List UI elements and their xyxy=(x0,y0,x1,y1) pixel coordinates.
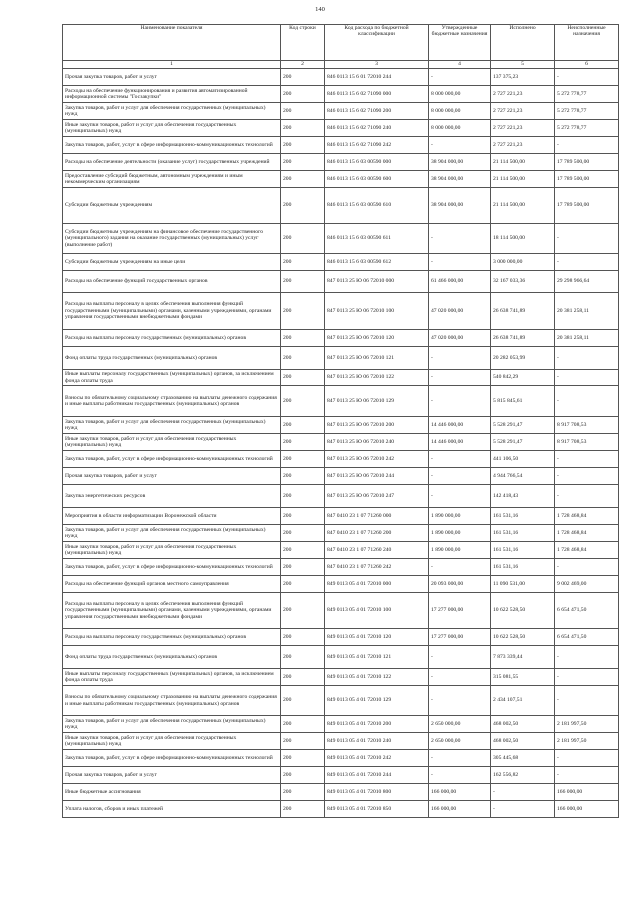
expenditure-table xyxy=(62,24,619,818)
row-classification: 849 0113 05 4 01 72010 120 xyxy=(325,629,429,646)
row-line-code: 200 xyxy=(281,733,325,750)
row-remaining: 29 298 966,64 xyxy=(555,271,619,293)
row-name: Иные бюджетные ассигнования xyxy=(63,784,281,801)
row-name: Взносы по обязательному социальному страхованию на выплаты денежного содержания и иные выплаты работникам государственных (муниципальных) органов xyxy=(63,386,281,417)
row-remaining: 17 789 500,00 xyxy=(555,188,619,224)
table-row xyxy=(63,629,619,646)
header-line-code: Код строки xyxy=(281,25,325,61)
row-remaining: - xyxy=(555,767,619,784)
row-line-code: 200 xyxy=(281,468,325,485)
row-approved: - xyxy=(429,468,491,485)
row-name: Иные закупки товаров, работ и услуг для обеспечения государственных (муниципальных) нужд xyxy=(63,733,281,750)
row-line-code: 200 xyxy=(281,750,325,767)
row-name: Расходы на выплаты персоналу в целях обеспечения выполнения функций государственными (муниципальными) органами, казенными учреждениями, органами управления государственными внебюджетными фондами xyxy=(63,593,281,629)
table-row xyxy=(63,188,619,224)
row-executed: 137 375,23 xyxy=(491,69,555,86)
row-approved: 2 650 000,00 xyxy=(429,733,491,750)
row-executed: 161 531,16 xyxy=(491,525,555,542)
table-row xyxy=(63,801,619,818)
row-remaining: - xyxy=(555,347,619,370)
row-remaining: 6 654 471,50 xyxy=(555,593,619,629)
row-remaining: 1 728 468,84 xyxy=(555,508,619,525)
row-classification: 846 0113 15 6 01 72010 244 xyxy=(325,69,429,86)
row-line-code: 200 xyxy=(281,254,325,271)
row-remaining: - xyxy=(555,485,619,508)
table-row xyxy=(63,646,619,669)
table-header xyxy=(63,25,619,69)
row-remaining: - xyxy=(555,750,619,767)
row-line-code: 200 xyxy=(281,137,325,154)
row-name: Закупка товаров, работ и услуг для обеспечения государственных (муниципальных) нужд xyxy=(63,525,281,542)
row-line-code: 200 xyxy=(281,525,325,542)
row-line-code: 200 xyxy=(281,386,325,417)
row-remaining: 1 728 468,84 xyxy=(555,525,619,542)
row-name: Закупка товаров, работ и услуг для обеспечения государственных (муниципальных) нужд xyxy=(63,103,281,120)
row-line-code: 200 xyxy=(281,86,325,103)
row-remaining: - xyxy=(555,669,619,686)
row-name: Расходы на обеспечение деятельности (оказание услуг) государственных учреждений xyxy=(63,154,281,171)
row-approved: - xyxy=(429,669,491,686)
row-line-code: 200 xyxy=(281,686,325,716)
row-name: Фонд оплаты труда государственных (муниципальных) органов xyxy=(63,646,281,669)
column-number: 5 xyxy=(491,61,555,69)
row-remaining: 17 789 500,00 xyxy=(555,154,619,171)
row-executed: 10 622 528,50 xyxy=(491,593,555,629)
row-executed: 161 531,16 xyxy=(491,542,555,559)
row-remaining: 5 272 778,77 xyxy=(555,120,619,137)
table-row xyxy=(63,347,619,370)
row-approved: 17 277 000,00 xyxy=(429,593,491,629)
row-classification: 846 0113 15 6 03 00590 600 xyxy=(325,171,429,188)
row-remaining: 8 917 708,53 xyxy=(555,434,619,451)
table-row xyxy=(63,271,619,293)
table-row xyxy=(63,767,619,784)
row-executed: 468 002,50 xyxy=(491,716,555,733)
row-executed: 162 556,82 xyxy=(491,767,555,784)
row-approved: 14 446 000,00 xyxy=(429,434,491,451)
row-line-code: 200 xyxy=(281,508,325,525)
row-classification: 847 0113 25 Ю 06 72010 000 xyxy=(325,271,429,293)
row-name: Расходы на обеспечение функций органов местного самоуправления xyxy=(63,576,281,593)
row-classification: 847 0113 25 Ю 06 72010 244 xyxy=(325,468,429,485)
table-row xyxy=(63,485,619,508)
row-approved: 166 000,00 xyxy=(429,784,491,801)
row-remaining: - xyxy=(555,224,619,254)
row-classification: 846 0113 15 6 02 71090 000 xyxy=(325,86,429,103)
row-name: Расходы на выплаты персоналу государственных (муниципальных) органов xyxy=(63,629,281,646)
row-approved: 38 904 000,00 xyxy=(429,188,491,224)
row-remaining: 2 181 997,50 xyxy=(555,733,619,750)
table-row xyxy=(63,451,619,468)
row-remaining: 1 728 468,84 xyxy=(555,542,619,559)
table-row xyxy=(63,669,619,686)
row-approved: 47 020 000,00 xyxy=(429,330,491,347)
row-executed: 5 815 845,61 xyxy=(491,386,555,417)
row-approved: - xyxy=(429,485,491,508)
row-classification: 846 0113 15 6 02 71090 242 xyxy=(325,137,429,154)
row-remaining: - xyxy=(555,646,619,669)
table-row xyxy=(63,154,619,171)
table-row xyxy=(63,120,619,137)
row-remaining: 20 381 258,11 xyxy=(555,330,619,347)
row-name: Закупка энергетических ресурсов xyxy=(63,485,281,508)
row-remaining: 17 789 500,00 xyxy=(555,171,619,188)
column-number: 3 xyxy=(325,61,429,69)
row-classification: 849 0113 05 4 01 72010 240 xyxy=(325,733,429,750)
row-approved: - xyxy=(429,224,491,254)
header-executed: Исполнено xyxy=(491,25,555,61)
column-number: 4 xyxy=(429,61,491,69)
row-line-code: 200 xyxy=(281,784,325,801)
row-approved: 1 890 000,00 xyxy=(429,508,491,525)
table-row xyxy=(63,750,619,767)
row-name: Закупка товаров, работ и услуг для обеспечения государственных (муниципальных) нужд xyxy=(63,716,281,733)
row-remaining: - xyxy=(555,370,619,386)
row-line-code: 200 xyxy=(281,646,325,669)
row-name: Закупка товаров, работ, услуг в сфере информационно-коммуникационных технологий xyxy=(63,750,281,767)
row-name: Закупка товаров, работ и услуг для обеспечения государственных (муниципальных) нужд xyxy=(63,417,281,434)
row-name: Субсидии бюджетным учреждениям xyxy=(63,188,281,224)
row-classification: 849 0113 05 4 01 72010 100 xyxy=(325,593,429,629)
row-remaining: 166 000,00 xyxy=(555,784,619,801)
row-line-code: 200 xyxy=(281,271,325,293)
row-approved: 17 277 000,00 xyxy=(429,629,491,646)
row-classification: 849 0113 05 4 01 72010 850 xyxy=(325,801,429,818)
table-row xyxy=(63,508,619,525)
row-line-code: 200 xyxy=(281,767,325,784)
table-row xyxy=(63,330,619,347)
row-line-code: 200 xyxy=(281,224,325,254)
row-line-code: 200 xyxy=(281,801,325,818)
table-row xyxy=(63,293,619,330)
row-approved: 20 093 000,00 xyxy=(429,576,491,593)
row-name: Расходы на выплаты персоналу государственных (муниципальных) органов xyxy=(63,330,281,347)
row-approved: - xyxy=(429,347,491,370)
row-classification: 847 0113 25 Ю 06 72010 240 xyxy=(325,434,429,451)
column-number: 6 xyxy=(555,61,619,69)
row-name: Иные закупки товаров, работ и услуг для обеспечения государственных (муниципальных) нужд xyxy=(63,120,281,137)
row-approved: - xyxy=(429,69,491,86)
table-row xyxy=(63,254,619,271)
row-classification: 846 0113 15 6 03 00590 611 xyxy=(325,224,429,254)
row-executed: 161 531,16 xyxy=(491,508,555,525)
row-line-code: 200 xyxy=(281,559,325,576)
row-classification: 847 0113 25 Ю 06 72010 100 xyxy=(325,293,429,330)
table-row xyxy=(63,86,619,103)
row-classification: 846 0113 15 6 02 71090 240 xyxy=(325,120,429,137)
row-classification: 847 0410 23 1 07 71260 242 xyxy=(325,559,429,576)
row-executed: - xyxy=(491,801,555,818)
row-executed: 4 944 766,54 xyxy=(491,468,555,485)
row-line-code: 200 xyxy=(281,485,325,508)
row-executed: 441 106,50 xyxy=(491,451,555,468)
row-executed: 21 114 500,00 xyxy=(491,171,555,188)
row-classification: 849 0113 05 4 01 72010 121 xyxy=(325,646,429,669)
row-approved: - xyxy=(429,686,491,716)
column-number: 1 xyxy=(63,61,281,69)
row-classification: 847 0113 25 Ю 06 72010 200 xyxy=(325,417,429,434)
row-executed: 2 727 221,23 xyxy=(491,103,555,120)
row-line-code: 200 xyxy=(281,716,325,733)
row-approved: 61 466 000,00 xyxy=(429,271,491,293)
table-row xyxy=(63,559,619,576)
table-row xyxy=(63,224,619,254)
row-name: Субсидии бюджетным учреждениям на финансовое обеспечение государственного (муниципального) задания на оказание государственных (муниципальных) услуг (выполнение работ) xyxy=(63,224,281,254)
row-name: Закупка товаров, работ, услуг в сфере информационно-коммуникационных технологий xyxy=(63,137,281,154)
table-row xyxy=(63,137,619,154)
row-approved: 8 000 000,00 xyxy=(429,103,491,120)
row-remaining: 6 654 471,50 xyxy=(555,629,619,646)
row-line-code: 200 xyxy=(281,593,325,629)
row-remaining: 9 002 469,00 xyxy=(555,576,619,593)
row-name: Предоставление субсидий бюджетным, автономным учреждениям и иным некоммерческим организациям xyxy=(63,171,281,188)
row-classification: 849 0113 05 4 01 72010 200 xyxy=(325,716,429,733)
table-row xyxy=(63,69,619,86)
row-executed: 3 000 000,00 xyxy=(491,254,555,271)
row-executed: - xyxy=(491,784,555,801)
table-row xyxy=(63,386,619,417)
row-approved: 47 020 000,00 xyxy=(429,293,491,330)
row-line-code: 200 xyxy=(281,69,325,86)
table-row xyxy=(63,434,619,451)
row-line-code: 200 xyxy=(281,171,325,188)
row-executed: 2 434 107,51 xyxy=(491,686,555,716)
row-line-code: 200 xyxy=(281,120,325,137)
row-classification: 846 0113 15 6 03 00590 610 xyxy=(325,188,429,224)
row-executed: 10 622 528,50 xyxy=(491,629,555,646)
header-indicator-name: Наименование показателя xyxy=(63,25,281,61)
row-remaining: - xyxy=(555,686,619,716)
row-approved: - xyxy=(429,750,491,767)
row-approved: 1 890 000,00 xyxy=(429,525,491,542)
row-approved: 14 446 000,00 xyxy=(429,417,491,434)
row-approved: 38 904 000,00 xyxy=(429,154,491,171)
row-classification: 849 0113 05 4 01 72010 242 xyxy=(325,750,429,767)
table-row xyxy=(63,593,619,629)
row-classification: 849 0113 05 4 01 72010 800 xyxy=(325,784,429,801)
table-row xyxy=(63,576,619,593)
row-approved: - xyxy=(429,767,491,784)
row-approved: - xyxy=(429,137,491,154)
row-line-code: 200 xyxy=(281,451,325,468)
row-executed: 26 638 741,89 xyxy=(491,330,555,347)
row-executed: 20 282 053,99 xyxy=(491,347,555,370)
row-name: Субсидии бюджетным учреждениям на иные цели xyxy=(63,254,281,271)
table-row xyxy=(63,784,619,801)
row-name: Взносы по обязательному социальному страхованию на выплаты денежного содержания и иные выплаты работникам государственных (муниципальных) органов xyxy=(63,686,281,716)
row-classification: 847 0410 23 1 07 71260 240 xyxy=(325,542,429,559)
row-name: Расходы на обеспечение функций государственных органов xyxy=(63,271,281,293)
table-row xyxy=(63,686,619,716)
row-remaining: 166 000,00 xyxy=(555,801,619,818)
row-line-code: 200 xyxy=(281,629,325,646)
row-approved: - xyxy=(429,386,491,417)
table-row xyxy=(63,370,619,386)
row-line-code: 200 xyxy=(281,103,325,120)
row-executed: 305 445,68 xyxy=(491,750,555,767)
row-name: Иные выплаты персоналу государственных (муниципальных) органов, за исключением фонда оплаты труда xyxy=(63,370,281,386)
row-classification: 847 0410 23 1 07 71260 000 xyxy=(325,508,429,525)
row-remaining: 8 917 708,53 xyxy=(555,417,619,434)
row-name: Закупка товаров, работ, услуг в сфере информационно-коммуникационных технологий xyxy=(63,559,281,576)
row-executed: 11 090 531,00 xyxy=(491,576,555,593)
row-executed: 21 114 500,00 xyxy=(491,154,555,171)
table-row xyxy=(63,733,619,750)
row-classification: 846 0113 15 6 03 00590 000 xyxy=(325,154,429,171)
row-executed: 7 873 339,44 xyxy=(491,646,555,669)
table-row xyxy=(63,542,619,559)
row-line-code: 200 xyxy=(281,542,325,559)
row-executed: 540 842,29 xyxy=(491,370,555,386)
row-executed: 18 114 500,00 xyxy=(491,224,555,254)
header-classification: Код расхода по бюджетной классификации xyxy=(325,25,429,61)
row-classification: 849 0113 05 4 01 72010 122 xyxy=(325,669,429,686)
row-line-code: 200 xyxy=(281,188,325,224)
row-line-code: 200 xyxy=(281,154,325,171)
row-classification: 847 0113 25 Ю 06 72010 121 xyxy=(325,347,429,370)
row-line-code: 200 xyxy=(281,370,325,386)
row-line-code: 200 xyxy=(281,434,325,451)
row-approved: - xyxy=(429,646,491,669)
row-approved: 8 000 000,00 xyxy=(429,86,491,103)
column-number: 2 xyxy=(281,61,325,69)
row-classification: 847 0113 25 Ю 06 72010 242 xyxy=(325,451,429,468)
row-line-code: 200 xyxy=(281,347,325,370)
row-name: Уплата налогов, сборов и иных платежей xyxy=(63,801,281,818)
row-approved: - xyxy=(429,370,491,386)
row-remaining: - xyxy=(555,254,619,271)
row-approved: - xyxy=(429,559,491,576)
row-remaining: - xyxy=(555,451,619,468)
row-name: Прочая закупка товаров, работ и услуг xyxy=(63,69,281,86)
row-executed: 5 528 291,47 xyxy=(491,434,555,451)
row-remaining: 20 381 258,11 xyxy=(555,293,619,330)
row-remaining: 5 272 778,77 xyxy=(555,103,619,120)
row-name: Прочая закупка товаров, работ и услуг xyxy=(63,767,281,784)
row-remaining: 5 272 778,77 xyxy=(555,86,619,103)
row-executed: 21 114 500,00 xyxy=(491,188,555,224)
table-body xyxy=(63,69,619,818)
row-executed: 2 727 221,23 xyxy=(491,120,555,137)
row-line-code: 200 xyxy=(281,417,325,434)
row-approved: 1 890 000,00 xyxy=(429,542,491,559)
row-name: Иные закупки товаров, работ и услуг для обеспечения государственных (муниципальных) нужд xyxy=(63,542,281,559)
row-remaining: - xyxy=(555,386,619,417)
row-approved: 8 000 000,00 xyxy=(429,120,491,137)
row-line-code: 200 xyxy=(281,576,325,593)
table-row xyxy=(63,103,619,120)
table-row xyxy=(63,171,619,188)
row-name: Иные закупки товаров, работ и услуг для обеспечения государственных (муниципальных) нужд xyxy=(63,434,281,451)
row-classification: 847 0113 25 Ю 06 72010 122 xyxy=(325,370,429,386)
row-approved: - xyxy=(429,451,491,468)
table-row xyxy=(63,716,619,733)
row-executed: 2 727 221,23 xyxy=(491,137,555,154)
row-remaining: - xyxy=(555,559,619,576)
row-line-code: 200 xyxy=(281,293,325,330)
row-approved: 2 650 000,00 xyxy=(429,716,491,733)
row-approved: 38 904 000,00 xyxy=(429,171,491,188)
row-approved: 166 000,00 xyxy=(429,801,491,818)
row-classification: 847 0113 25 Ю 06 72010 129 xyxy=(325,386,429,417)
row-line-code: 200 xyxy=(281,669,325,686)
header-remaining: Неисполненные назначения xyxy=(555,25,619,61)
row-classification: 847 0410 23 1 07 71260 200 xyxy=(325,525,429,542)
row-classification: 846 0113 15 6 02 71090 200 xyxy=(325,103,429,120)
row-name: Мероприятия в области информатизации Воронежской области xyxy=(63,508,281,525)
page-number: 140 xyxy=(315,6,325,13)
row-line-code: 200 xyxy=(281,330,325,347)
row-executed: 161 531,16 xyxy=(491,559,555,576)
table-row xyxy=(63,525,619,542)
row-name: Закупка товаров, работ, услуг в сфере информационно-коммуникационных технологий xyxy=(63,451,281,468)
row-approved: - xyxy=(429,254,491,271)
row-executed: 5 528 291,47 xyxy=(491,417,555,434)
row-name: Расходы на выплаты персоналу в целях обеспечения выполнения функций государственными (муниципальными) органами, казенными учреждениями, органами управления государственными внебюджетными фондами xyxy=(63,293,281,330)
row-remaining: - xyxy=(555,468,619,485)
row-name: Расходы на обеспечение функционирования и развития автоматизированной информационной системы "Госзакупки" xyxy=(63,86,281,103)
row-remaining: 2 181 997,50 xyxy=(555,716,619,733)
row-name: Фонд оплаты труда государственных (муниципальных) органов xyxy=(63,347,281,370)
row-remaining: - xyxy=(555,137,619,154)
header-approved: Утвержденные бюджетные назначения xyxy=(429,25,491,61)
row-classification: 849 0113 05 4 01 72010 244 xyxy=(325,767,429,784)
row-classification: 847 0113 25 Ю 06 72010 120 xyxy=(325,330,429,347)
row-executed: 315 081,55 xyxy=(491,669,555,686)
row-classification: 849 0113 05 4 01 72010 000 xyxy=(325,576,429,593)
row-executed: 32 167 033,36 xyxy=(491,271,555,293)
table-row xyxy=(63,468,619,485)
row-executed: 26 638 741,89 xyxy=(491,293,555,330)
row-classification: 846 0113 15 6 03 00590 612 xyxy=(325,254,429,271)
row-executed: 468 002,50 xyxy=(491,733,555,750)
row-executed: 142 418,43 xyxy=(491,485,555,508)
row-name: Иные выплаты персоналу государственных (муниципальных) органов, за исключением фонда оплаты труда xyxy=(63,669,281,686)
row-remaining: - xyxy=(555,69,619,86)
row-executed: 2 727 221,23 xyxy=(491,86,555,103)
table-row xyxy=(63,417,619,434)
row-classification: 849 0113 05 4 01 72010 129 xyxy=(325,686,429,716)
row-classification: 847 0113 25 Ю 06 72010 247 xyxy=(325,485,429,508)
row-name: Прочая закупка товаров, работ и услуг xyxy=(63,468,281,485)
column-number-row xyxy=(63,61,619,69)
